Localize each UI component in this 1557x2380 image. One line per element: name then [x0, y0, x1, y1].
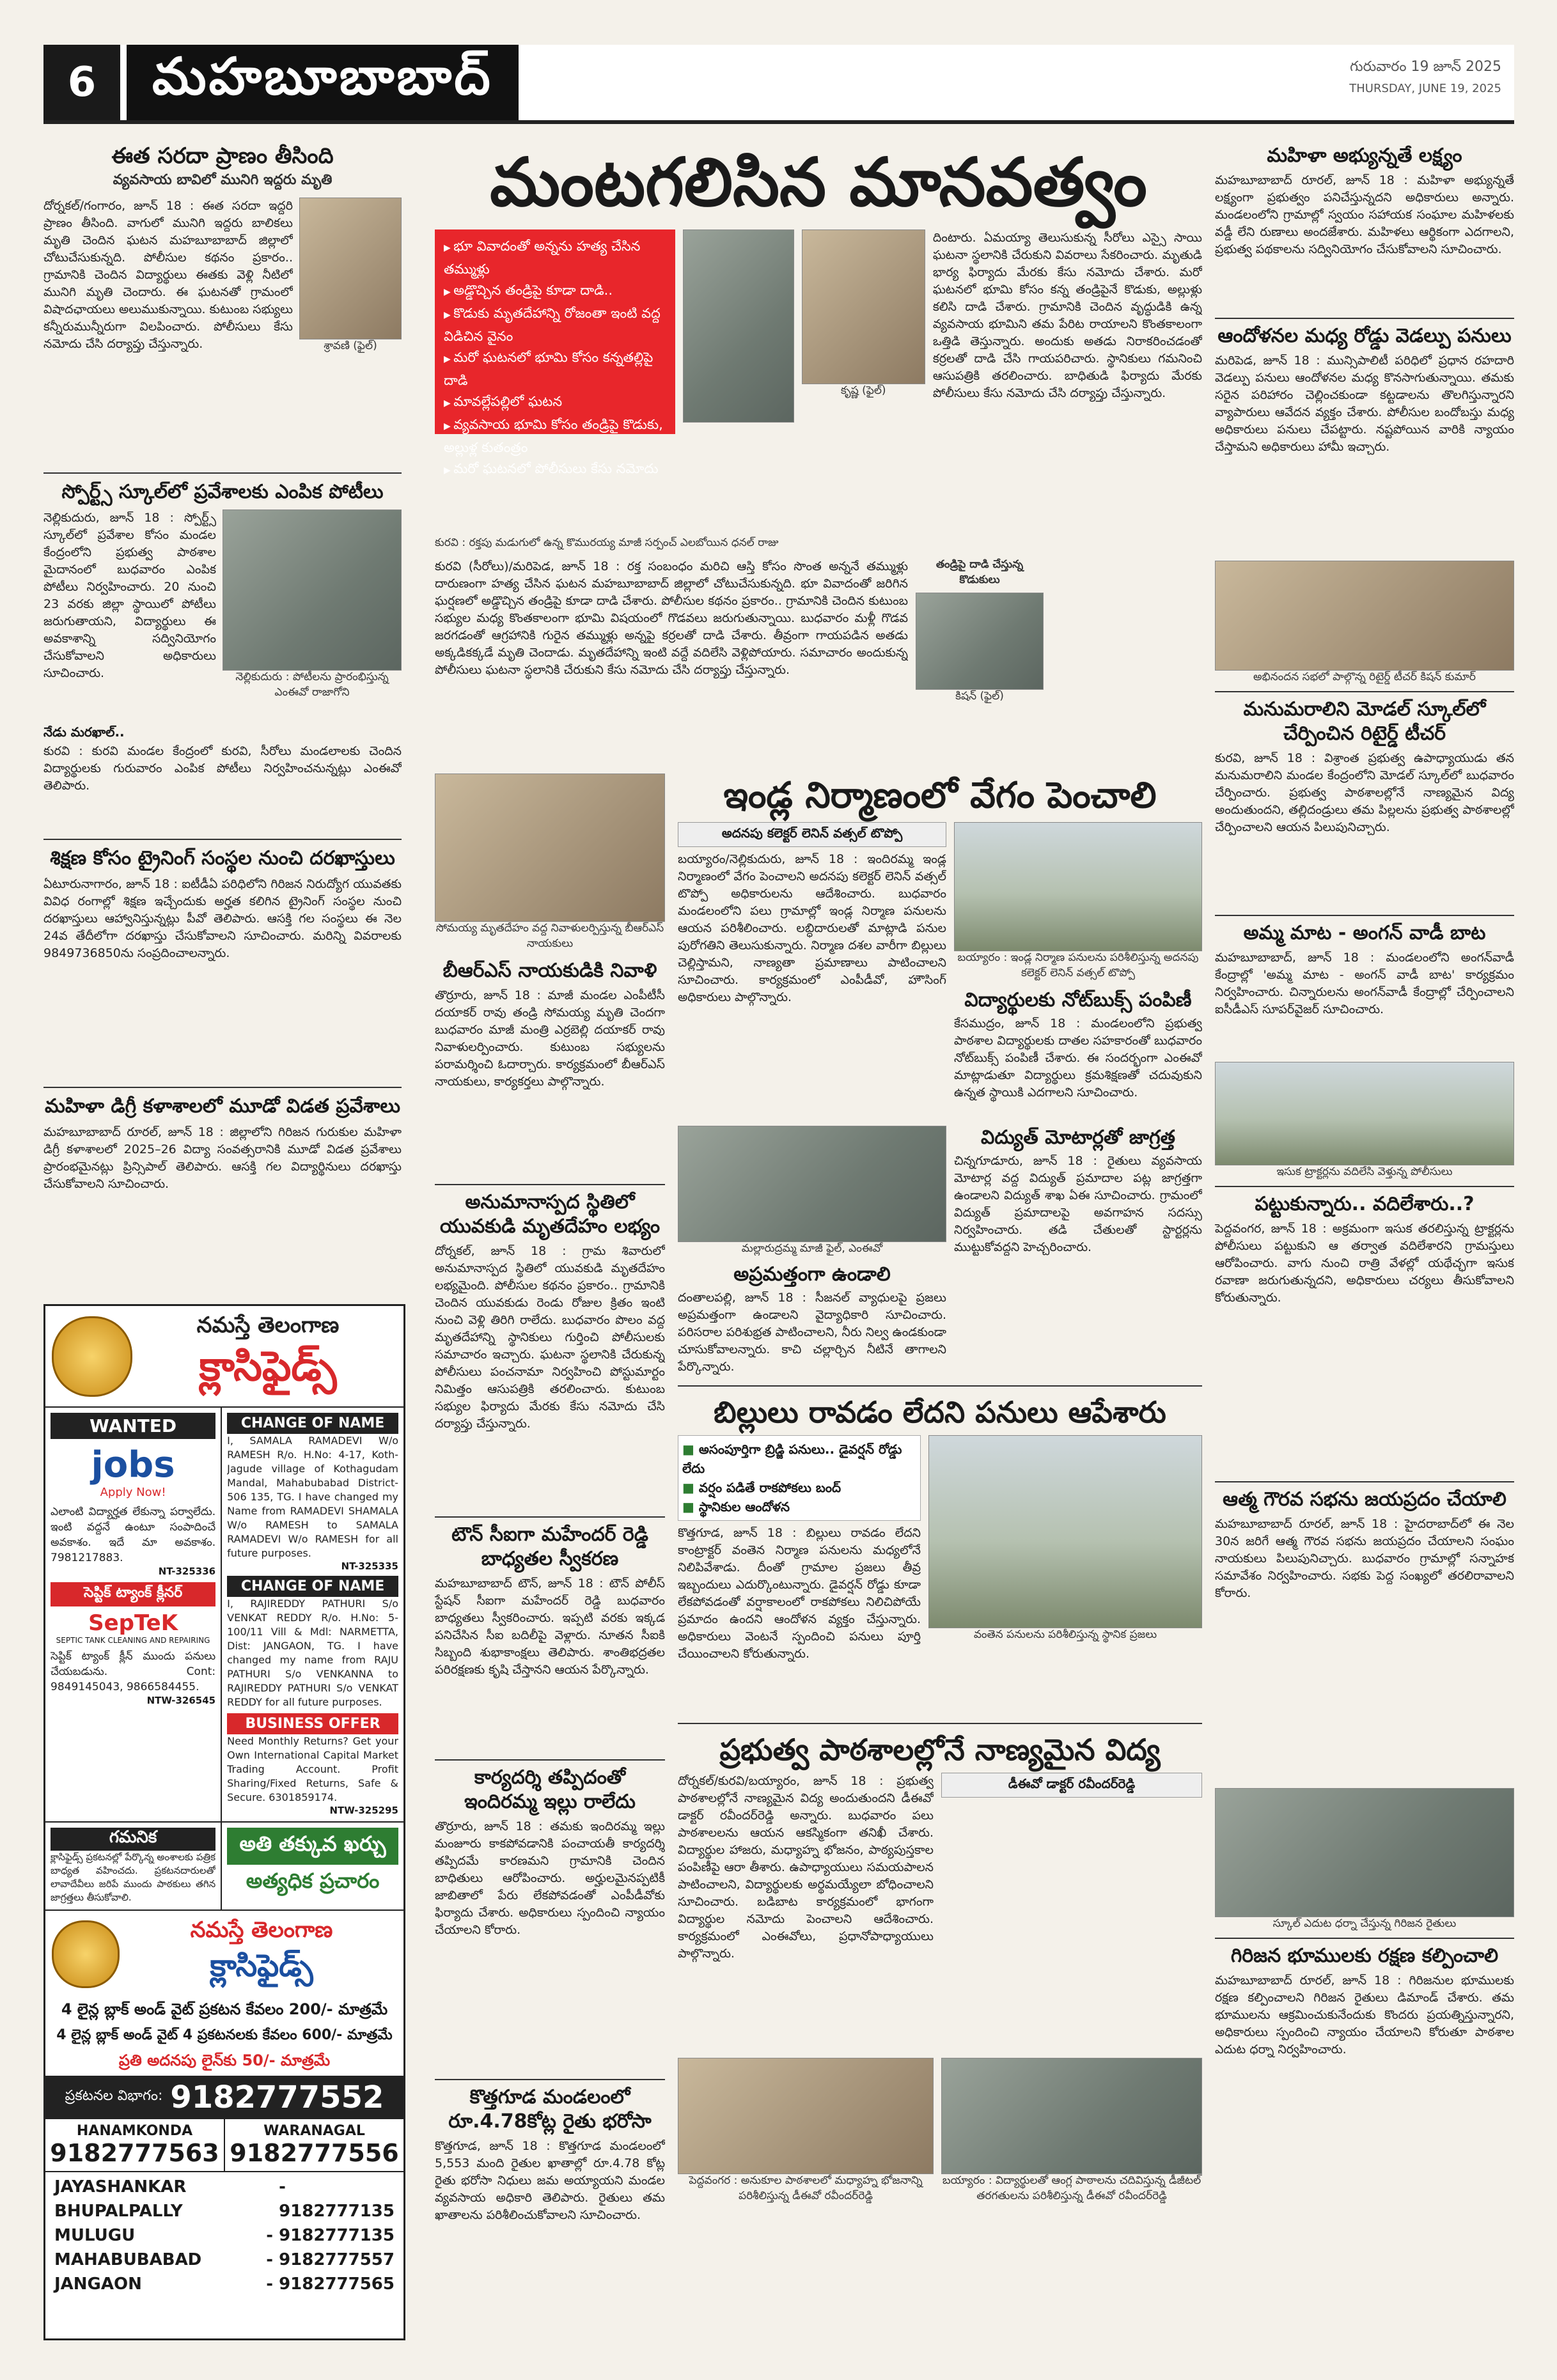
issue-date: [1349, 56, 1501, 100]
business-offer-title: BUSINESS OFFER: [227, 1713, 398, 1734]
article-body: దోర్నకల్/గంగారం, జూన్ 18 : ఈత సరదా ఇద్దరి ప్రాణం తీసింది. వాగులో మునిగి ఇద్దరు బాలికలు మృతి చెందిన ఘటన మహబూబాబాద్ జిల్లాలో చోటుచేసుకున్నది. పోలీసుల కథనం ప్రకారం.. గ్రామానికి చెందిన విద్యార్థులు ఈతకు వెళ్లి నీటిలో మునిగి మృతి చెందారు. ఈ ఘటనతో గ్రామంలో విషాదఛాయలు అలుముకున్నాయి. కుటుంబ సభ్యులు కన్నీరుమున్నీరుగా విలపించారు. పోలీసులు కేసు నమోదు చేసి దర్యాప్తు చేస్తున్నారు.: [43, 199, 293, 351]
article-headline: అప్రమత్తంగా ఉండాలి: [733, 1263, 891, 1286]
article-headline: విద్యుత్ మోటార్లతో జాగ్రత్త: [981, 1126, 1175, 1149]
ad-code: NTW-325295: [329, 1805, 398, 1816]
news-photo: [683, 229, 794, 423]
branch-phone: - 9182777135: [279, 2177, 395, 2221]
divider: [1215, 1186, 1514, 1187]
article-headline: అమ్మ మాట - అంగన్ వాడీ బాట: [1243, 922, 1486, 944]
article-headline: కార్యదర్శి తప్పిదంతో ఇందిరమ్మ ఇల్లు రాలేదు: [464, 1766, 636, 1813]
lead-bullet: ▶ భూ వివాదంతో అన్నను హత్య చేసిన తమ్ముళ్లు: [444, 236, 666, 280]
contact-phone: 9182777552: [170, 2080, 384, 2115]
lead-bullet: ▶ కొడుకు మృతదేహాన్ని రోజంతా ఇంటి వద్ద విడిచిన వైనం: [444, 303, 666, 347]
change-name-text: I, SAMALA RAMADEVI W/o RAMESH R/o. H.No: 4-17, Koth-Jagude village of Kothagudam Mandal, Mahabubabad District-506 135, TG. I have changed my Name from RAMADEVI SHAMALA W/o RAMESH to SAMALA RAMADEVI W/o RAMESH for all future purposes.: [227, 1435, 398, 1559]
change-name-title: CHANGE OF NAME: [227, 1413, 398, 1434]
article-body: కురవి, జూన్ 18 : విశ్రాంత ప్రభుత్వ ఉపాధ్యాయుడు తన మనుమరాలిని మండల కేంద్రంలోని మోడల్ స్కూల్‌లో బుధవారం చేర్పించారు. ప్రభుత్వ పాఠశాలల్లోనే నాణ్యమైన విద్య అందుతుందని, తల్లిదండ్రులు తమ పిల్లలను ప్రభుత్వ పాఠశాలల్లో చేర్పించాలని ఆయన పిలుపునిచ్చారు.: [1215, 751, 1514, 834]
article-body: ఏటూరునాగారం, జూన్ 18 : ఐటీడీఏ పరిధిలోని గిరిజన నిరుద్యోగ యువతకు వివిధ రంగాల్లో శిక్షణ ఇచ్చేందుకు అర్హత కలిగిన ట్రైనింగ్ సంస్థల నుంచి దరఖాస్తులు ఆహ్వానిస్తున్నట్లు పీవో తెలిపారు. ఆసక్తి గల సంస్థలు ఈ నెల 24వ తేదీలోగా దరఖాస్తు చేసుకోవాలని సూచించారు. మరిన్ని వివరాలకు 9849736850ను సంప్రదించాలన్నారు.: [43, 877, 402, 960]
branch-phone: 9182777563: [50, 2139, 219, 2167]
article-headline: కొత్తగూడ మండలంలో రూ.4.78కోట్ల రైతు భరోసా: [448, 2086, 652, 2133]
news-photo: [1215, 1788, 1514, 1917]
news-photo: [802, 229, 925, 384]
news-photo: [941, 2058, 1202, 2174]
photo-caption: నెల్లికుదురు : పోటీలను ప్రారంభిస్తున్న ఎంఈవో రాజాగోని: [235, 671, 389, 699]
lead-bullets: [435, 229, 675, 476]
lead-bullet: ▶ వ్యవసాయ భూమి కోసం తండ్రిపై కొడుకు, అల్లుళ్ల కుతంత్రం: [444, 414, 666, 458]
column-center: [678, 774, 1202, 2340]
photo-caption: స్కూల్ ఎదుట ధర్నా చేస్తున్న గిరిజన రైతులు: [1272, 1917, 1457, 1930]
ad-code: NT-325335: [341, 1560, 398, 1572]
photo-caption: కురవి : రక్తపు మడుగులో ఉన్న కొమురయ్య మాజీ సర్పంచ్ ఎలబోయిన ధనల్ రాజు: [435, 536, 779, 549]
lead-bullet: ▶ మరో ఘటనలో భూమి కోసం కన్నతల్లిపై దాడి: [444, 347, 666, 391]
divider: [1215, 915, 1514, 916]
divider: [43, 472, 402, 474]
branch-phone: - 9182777135: [266, 2226, 395, 2245]
news-photo: [299, 198, 402, 339]
photo-caption: అభినందన సభలో పాల్గొన్న రిటైర్డ్ టీచర్ కిషన్ కుమార్: [1253, 671, 1476, 683]
divider: [1215, 691, 1514, 692]
article-body: [941, 1798, 1202, 2053]
divider: [1215, 1938, 1514, 1939]
article-body: మహబూబాబాద్, జూన్ 18 : మండలంలోని అంగన్‌వాడీ కేంద్రాల్లో 'అమ్మ మాట - అంగన్ వాడీ బాట' కార్యక్రమం నిర్వహించారు. చిన్నారులను అంగన్‌వాడీ కేంద్రాల్లో చేర్పించాలని ఐసీడీఎస్ సూపర్‌వైజర్ సూచించారు.: [1215, 951, 1514, 1016]
article-body: నెల్లికుదురు, జూన్ 18 : స్పోర్ట్స్ స్కూల్‌లో ప్రవేశాల కోసం మండల కేంద్రంలోని ప్రభుత్వ పాఠశాల మైదానంలో బుధవారం ఎంపిక పోటీలు నిర్వహించారు. 20 నుంచి 23 వరకు జిల్లా స్థాయిలో పోటీలు జరుగుతాయని, విద్యార్థులు ఈ అవకాశాన్ని సద్వినియోగం చేసుకోవాలని అధికారులు సూచించారు.: [43, 511, 216, 680]
article-body: తొర్రూరు, జూన్ 18 : తమకు ఇందిరమ్మ ఇల్లు మంజూరు కాకపోవడానికి పంచాయతీ కార్యదర్శి తప్పిదమే కారణమని గ్రామానికి చెందిన బాధితులు ఆరోపించారు. అర్హులమైనప్పటికీ జాబితాలో పేరు లేకపోవడంతో ఎంపీడీవోకు ఫిర్యాదు చేశారు. అధికారులు స్పందించి న్యాయం చేయాలని కోరారు.: [435, 1819, 665, 1937]
column-left: [43, 144, 402, 1295]
wanted-text: ఎలాంటి విద్యార్హత లేకున్నా పర్వాలేదు. ఇంటి వద్దనే ఉంటూ సంపాదించే అవకాశం. ఇదే మా అవకాశం. 7981217883.: [51, 1505, 216, 1564]
change-name-title: CHANGE OF NAME: [227, 1576, 398, 1597]
branch-phone: - 9182777557: [266, 2250, 395, 2269]
septic-banner: సెప్టిక్ ట్యాంక్ క్లీనర్: [51, 1582, 215, 1606]
article-headline: మనుమరాలిని మోడల్ స్కూల్‌లో చేర్పించిన రిటైర్డ్ టీచర్: [1243, 698, 1486, 745]
classifieds-brand: నమస్తే తెలంగాణ: [190, 1917, 333, 1943]
article-headline: ఈత సరదా ప్రాణం తీసింది: [111, 143, 334, 169]
article-headline: ఆత్మ గౌరవ సభను జయప్రదం చేయాలి: [1223, 1488, 1506, 1511]
classifieds-title: క్లాసిఫైడ్స్: [199, 1343, 337, 1390]
lead-bullet: ▶ అడ్డొచ్చిన తండ్రిపై కూడా దాడి..: [444, 280, 666, 303]
news-photo: [435, 774, 665, 922]
news-photo: [928, 1435, 1202, 1628]
jobs-sub: Apply Now!: [100, 1486, 166, 1499]
article-headline: శిక్షణ కోసం ట్రైనింగ్ సంస్థల నుంచి దరఖాస్తులు: [50, 847, 395, 869]
date-english: THURSDAY, JUNE 19, 2025: [1349, 82, 1501, 95]
branch-name: MAHABUBABAD: [54, 2250, 202, 2269]
divider: [435, 2079, 665, 2080]
photo-caption: శ్రావణి (ఫైల్): [324, 339, 377, 352]
classifieds-brand: నమస్తే తెలంగాణ: [196, 1312, 340, 1338]
article-body: తొర్రూరు, జూన్ 18 : మాజీ మండల ఎంపీటీసీ దయాకర్ రావు తండ్రి సోమయ్య మృతి చెందగా బుధవారం మాజీ మంత్రి ఎర్రబెల్లి దయాకర్ రావు నివాళులర్పించారు. కుటుంబ సభ్యులను పరామర్శించి ఓదార్చారు. కార్యక్రమంలో బీఆర్ఎస్ నాయకులు, కార్యకర్తలు పాల్గొన్నారు.: [435, 988, 665, 1089]
article-bullet: ■ స్థానికుల ఆందోళన: [682, 1497, 916, 1516]
branch-phone: - 9182777565: [266, 2275, 395, 2294]
ad-code: NT-325336: [158, 1566, 216, 1577]
article-headline: విద్యార్థులకు నోట్‌బుక్స్ పంపిణీ: [964, 989, 1192, 1011]
article-body: దింటారు. ఏమయ్యా తెలుసుకున్న సీరోలు ఎస్సై సాయి ఘటనా స్థలానికి చేరుకుని వివరాలు సేకరించారు. మృతుడి భార్య ఫిర్యాదు మేరకు కేసు నమోదు చేశారు. మరో ఘటనలో భూమి కోసం కన్న తండ్రిపైనే కొడుకు, అల్లుళ్లు కలిసి దాడి చేశారు. గ్రామానికి చెందిన వృద్ధుడికి ఉన్న వ్యవసాయ భూమిని తమ పేరిట రాయాలని కొంతకాలంగా ఒత్తిడి తెస్తున్నారు. అందుకు అతడు నిరాకరించడంతో కర్రలతో దాడి చేసి గాయపరిచారు. స్థానికులు గమనించి ఆసుపత్రికి తరలించారు. బాధితుడి ఫిర్యాదు మేరకు పోలీసులు కేసు నమోదు చేసి దర్యాప్తు చేస్తున్నారు.: [932, 231, 1202, 400]
photo-caption: బయ్యారం : ఇండ్ల నిర్మాణ పనులను పరిశీలిస్తున్న అదనపు కలెక్టర్ లెనిన్ వత్సల్ టొప్పో: [957, 951, 1199, 979]
article-bullets: [678, 1435, 921, 1521]
wanted-banner: WANTED: [51, 1413, 215, 1439]
article-body: చిన్నగూడూరు, జూన్ 18 : రైతులు వ్యవసాయ మోటార్ల వద్ద విద్యుత్ ప్రమాదాల పట్ల జాగ్రత్తగా ఉండాలని విద్యుత్ శాఖ ఏఈ సూచించారు. గ్రామంలో విద్యుత్ ప్రమాదాలపై అవగాహన సదస్సు నిర్వహించారు. తడి చేతులతో స్టార్టర్లను ముట్టుకోవద్దని హెచ్చరించారు.: [954, 1154, 1202, 1254]
notice-text: క్లాసిఫైడ్స్ ప్రకటనల్లో పేర్కొన్న అంశాలకు పత్రిక బాధ్యత వహించదు. ప్రకటనదారులతో లావాదేవీలు జరిపే ముందు పాఠకులు తగిన జాగ్రత్తలు తీసుకోవాలి.: [51, 1851, 216, 1903]
lead-bullet: ▶ మరో ఘటనలో పోలీసులు కేసు నమోదు: [444, 458, 666, 481]
news-photo: [954, 822, 1202, 951]
news-photo: [678, 1126, 946, 1242]
article-body: కేసముద్రం, జూన్ 18 : మండలంలోని ప్రభుత్వ పాఠశాల విద్యార్థులకు దాతల సహకారంతో బుధవారం నోట్‌బుక్స్ పంపిణీ చేశారు. ఈ సందర్భంగా ఎంఈవో మాట్లాడుతూ విద్యార్థులు క్రమశిక్షణతో చదువుకుని ఉన్నత స్థాయికి ఎదగాలని సూచించారు.: [954, 1016, 1202, 1100]
article-subheadline: అదనపు కలెక్టర్ లెనిన్ వత్సల్ టొప్పో: [678, 822, 946, 847]
photo-caption: కృష్ణ (ఫైల్): [840, 384, 886, 397]
business-offer-text: Need Monthly Returns? Get your Own International Capital Market Trading Account. Profit Sharing/Fixed Returns, Safe & Secure. 6301859174.: [227, 1735, 398, 1803]
article-bullet: ■ వర్షం పడితే రాకపోకలు బంద్: [682, 1478, 916, 1497]
page-number: 6: [43, 45, 120, 120]
article-headline: ప్రభుత్వ పాఠశాలల్లోనే నాణ్యమైన విద్య: [719, 1732, 1161, 1767]
divider: [43, 839, 402, 840]
divider: [435, 1184, 665, 1185]
photo-caption: బయ్యారం : విద్యార్థులతో ఆంగ్ల పాఠాలను చదివిస్తున్న డీజీటల్ తరగతులను పరిశీలిస్తున్న డీఈవో రవీందర్‌రెడ్డి: [942, 2174, 1201, 2202]
article-headline: పట్టుకున్నారు.. వదిలేశారు..?: [1255, 1193, 1475, 1215]
article-body: మరిపెడ, జూన్ 18 : మున్సిపాలిటీ పరిధిలో ప్రధాన రహదారి వెడల్పు పనులు ఆందోళనల మధ్య కొనసాగుతున్నాయి. తమకు సరైన పరిహారం చెల్లించకుండా కట్టడాలను తొలగిస్తున్నారని వ్యాపారులు ఆవేదన వ్యక్తం చేశారు. పోలీసుల బందోబస్తు మధ్య అధికారులు పనులు చేపట్టారు. నష్టపోయిన వారికి న్యాయం చేస్తామని అధికారులు హామీ ఇచ్చారు.: [1215, 354, 1514, 454]
septic-logo: SepTeK: [88, 1610, 178, 1636]
photo-caption: మల్లారుద్రమ్మ మాజీ ఫైల్, ఎంఈవో: [741, 1242, 883, 1255]
article-subheadline: వ్యవసాయ బావిలో మునిగి ఇద్దరు మృతి: [113, 172, 333, 188]
lead-story: [435, 144, 1202, 764]
branch-name: MULUGU: [54, 2226, 136, 2245]
classifieds-emblem: [52, 1920, 120, 1988]
article-headline: ఇండ్ల నిర్మాణంలో వేగం పెంచాలి: [723, 775, 1157, 816]
contact-label: ప్రకటనల విభాగం:: [65, 2088, 163, 2104]
article-body: కొత్తగూడ, జూన్ 18 : బిల్లులు రావడం లేదని కాంట్రాక్టర్ వంతెన నిర్మాణ పనులను మధ్యలోనే నిలిపివేశాడు. దీంతో గ్రామాల ప్రజలు తీవ్ర ఇబ్బందులు ఎదుర్కొంటున్నారు. డైవర్షన్ రోడ్డు కూడా లేకపోవడంతో వర్షాకాలంలో రాకపోకలు నిలిచిపోయే ప్రమాదం ఉందని ఆందోళన వ్యక్తం చేస్తున్నారు. అధికారులు వెంటనే స్పందించి పనులు పూర్తి చేయించాలని కోరుతున్నారు.: [678, 1526, 921, 1661]
article-headline: టౌన్ సీఐగా మహేందర్ రెడ్డి బాధ్యతల స్వీకరణ: [451, 1523, 648, 1570]
article-body: దోర్నకల్, జూన్ 18 : గ్రామ శివారులో అనుమానాస్పద స్థితిలో యువకుడి మృతదేహం లభ్యమైంది. పోలీసుల కథనం ప్రకారం.. గ్రామానికి చెందిన యువకుడు రెండు రోజుల క్రితం ఇంటి నుంచి వెళ్లి తిరిగి రాలేదు. బుధవారం పొలం వద్ద మృతదేహాన్ని స్థానికులు గుర్తించి పోలీసులకు సమాచారం ఇచ్చారు. ఘటనా స్థలానికి చేరుకున్న పోలీసులు పంచనామా నిర్వహించి పోస్టుమార్టం నిమిత్తం ఆసుపత్రికి తరలించారు. కుటుంబ సభ్యుల ఫిర్యాదు మేరకు కేసు నమోదు చేసి దర్యాప్తు చేస్తున్నారు.: [435, 1244, 665, 1431]
article-headline: ఆందోళనల మధ్య రోడ్డు వెడల్పు పనులు: [1217, 325, 1512, 347]
classifieds-panel: [43, 1304, 405, 2340]
photo-caption: వంతెన పనులను పరిశీలిస్తున్న స్థానిక ప్రజలు: [973, 1628, 1157, 1641]
lead-bullet: ▶ మావల్లేపల్లిలో ఘటన: [444, 391, 666, 414]
change-name-text: I, RAJIREDDY PATHURI S/o VENKAT REDDY R/o. H.No: 5-100/11 Vill & Mdl: NARMETTA, Dist: JANGAON, TG. I have changed my name from RAJU PATHURI S/o VENKANNA to RAJIREDDY PATHURI S/o VENKAT REDDY for all future purposes.: [227, 1598, 398, 1708]
rate-line: 4 లైన్ల బ్లాక్ అండ్ వైట్ ప్రకటన కేవలం 200/- మాత్రమే: [61, 2000, 388, 2018]
edition-title: మహబూబాబాద్: [127, 45, 519, 120]
date-telugu: గురువారం 19 జూన్ 2025: [1350, 59, 1501, 75]
news-photo: [1215, 561, 1514, 671]
lead-headline: మంటగలిసిన మానవత్వం: [490, 143, 1147, 221]
article-body: పెద్దవంగర, జూన్ 18 : అక్రమంగా ఇసుక తరలిస్తున్న ట్రాక్టర్లను పోలీసులు పట్టుకుని ఆ తర్వాత వదిలేశారని గ్రామస్తులు ఆరోపించారు. వాగు నుంచి రాత్రి వేళల్లో యథేచ్ఛగా ఇసుక రవాణా జరుగుతున్నదని, అధికారులు చర్యలు తీసుకోవాలని కోరుతున్నారు.: [1215, 1222, 1514, 1305]
column-mid: [435, 774, 665, 2340]
notice-title: గమనిక: [51, 1828, 215, 1851]
masthead: [43, 45, 1514, 124]
branch-phone: 9182777556: [230, 2139, 399, 2167]
news-photo: [1215, 1062, 1514, 1165]
article-headline: బీఆర్ఎస్ నాయకుడికి నివాళి: [442, 960, 657, 982]
article-bullet: ■ అసంపూర్తిగా బ్రిడ్జి పనులు.. డైవర్షన్ రోడ్డు లేదు: [682, 1440, 916, 1478]
rate-line: 4 లైన్ల బ్లాక్ అండ్ వైట్ 4 ప్రకటనలకు కేవలం 600/- మాత్రమే: [56, 2027, 393, 2043]
article-headline: అనుమానాస్పద స్థితిలో యువకుడి మృతదేహం లభ్యం: [439, 1191, 661, 1238]
photo-caption: ఇసుక ట్రాక్టర్లను వదిలేసి వెళ్తున్న పోలీసులు: [1276, 1165, 1453, 1178]
article-headline: మహిళా అభ్యున్నతే లక్ష్యం: [1267, 144, 1462, 167]
article-body: దోర్నకల్/కురవి/బయ్యారం, జూన్ 18 : ప్రభుత్వ పాఠశాలల్లోనే నాణ్యమైన విద్య అందుతుందని డీఈవో డాక్టర్ రవీందర్‌రెడ్డి అన్నారు. బుధవారం పలు పాఠశాలలను ఆయన ఆకస్మికంగా తనిఖీ చేశారు. విద్యార్థుల హాజరు, మధ్యాహ్న భోజనం, పాఠ్యపుస్తకాల పంపిణీపై ఆరా తీశారు. ఉపాధ్యాయులు సమయపాలన పాటించాలని, విద్యార్థులకు అర్థమయ్యేలా బోధించాలని సూచించారు. బడిబాట కార్యక్రమంలో భాగంగా విద్యార్థుల నమోదు పెంచాలని ఆదేశించారు. కార్యక్రమంలో ఎంఈవోలు, ప్రధానోపాధ్యాయులు పాల్గొన్నారు.: [678, 1774, 934, 1961]
article-headline: గిరిజన భూములకు రక్షణ కల్పించాలి: [1230, 1945, 1499, 1967]
news-photo: [678, 2058, 934, 2174]
promo-line-1: అతి తక్కువ ఖర్చు: [227, 1828, 398, 1865]
septic-sub: SEPTIC TANK CLEANING AND REPAIRING: [56, 1636, 210, 1645]
septic-text: సెప్టిక్ ట్యాంక్ క్లీన్ ముందు పనులు చేయబడును. Cont: 9849145043, 9866584455.: [51, 1650, 216, 1693]
column-right: [1215, 144, 1514, 2337]
news-photo: [916, 593, 1044, 690]
article-body: మహబూబాబాద్ రూరల్, జూన్ 18 : గిరిజనుల భూములకు రక్షణ కల్పించాలని గిరిజన రైతులు డిమాండ్ చేశారు. తమ భూములను ఆక్రమించుకునేందుకు కొందరు ప్రయత్నిస్తున్నారని, అధికారులు స్పందించి న్యాయం చేయాలని కోరుతూ పాఠశాల ఎదుట ధర్నా నిర్వహించారు.: [1215, 1973, 1514, 2057]
rate-line: ప్రతి అదనపు లైన్‌కు 50/- మాత్రమే: [118, 2051, 331, 2069]
branch-name: WARANAGAL: [263, 2123, 365, 2139]
classifieds-title: క్లాసిఫైడ్స్: [210, 1948, 313, 1984]
photo-caption: పెద్దవంగర : అనుకూల పాఠశాలలో మధ్యాహ్న భోజనాన్ని పరిశీలిస్తున్న డీఈవో రవీందర్‌రెడ్డి: [689, 2174, 923, 2202]
article-body: కురవి (సీరోలు)/మరిపెడ, జూన్ 18 : రక్త సంబంధం మరిచి ఆస్తి కోసం సొంత అన్ననే తమ్ముళ్లు దారుణంగా హత్య చేసిన ఘటన మహబూబాబాద్ జిల్లాలో చోటుచేసుకున్నది. భూ వివాదంతో జరిగిన ఘర్షణలో అడ్డొచ్చిన తండ్రిపై కూడా దాడి చేశారు. పోలీసుల కథనం ప్రకారం.. గ్రామానికి చెందిన కుటుంబ సభ్యుల మధ్య కొంతకాలంగా భూమి విషయంలో గొడవలు జరుగుతున్నాయి. బుధవారం మళ్లీ గొడవ జరగడంతో ఆగ్రహానికి గురైన తమ్ముళ్లు అన్నపై కర్రలతో దాడి చేశారు. తీవ్రంగా గాయపడిన అతడు అక్కడికక్కడే మృతి చెందాడు. మృతదేహాన్ని ఇంటి వద్దే వదిలేసి వెళ్లిపోయారు. సమాచారం అందుకున్న పోలీసులు ఘటనా స్థలానికి చేరుకుని కేసు నమోదు చేసి దర్యాప్తు చేస్తున్నారు.: [435, 559, 908, 677]
branch-name: HANAMKONDA: [76, 2123, 193, 2139]
divider: [1215, 318, 1514, 319]
article-note: నేడు మరఖాల్..: [43, 724, 125, 740]
photo-caption: కిషన్ (ఫైల్): [955, 690, 1004, 703]
article-subheadline: డీఈవో డాక్టర్ రవీందర్‌రెడ్డి: [941, 1773, 1202, 1798]
divider: [1215, 1481, 1514, 1482]
article-body: మహబూబాబాద్ టౌన్, జూన్ 18 : టౌన్ పోలీస్ స్టేషన్ సీఐగా మహేందర్ రెడ్డి బుధవారం బాధ్యతలు స్వీకరించారు. ఇప్పటి వరకు ఇక్కడ పనిచేసిన సీఐ బదిలీపై వెళ్లారు. నూతన సీఐకి సిబ్బంది శుభాకాంక్షలు తెలిపారు. శాంతిభద్రతల పరిరక్షణకు కృషి చేస్తానని ఆయన పేర్కొన్నారు.: [435, 1576, 665, 1677]
jobs-logo: jobs: [91, 1444, 175, 1486]
article-body: మహబూబాబాద్ రూరల్, జూన్ 18 : హైదరాబాద్‌లో ఈ నెల 30న జరిగే ఆత్మ గౌరవ సభను జయప్రదం చేయాలని సంఘం నాయకులు పిలుపునిచ్చారు. బుధవారం గ్రామాల్లో సన్నాహక సమావేశం నిర్వహించారు. సభకు పెద్ద సంఖ్యలో తరలిరావాలని కోరారు.: [1215, 1517, 1514, 1600]
article-headline: మహిళా డిగ్రీ కళాశాలలో మూడో విడత ప్రవేశాలు: [44, 1095, 400, 1117]
news-photo: [223, 509, 402, 671]
divider: [435, 1516, 665, 1518]
classifieds-emblem: [52, 1316, 132, 1397]
article-body: దంతాలపల్లి, జూన్ 18 : సీజనల్ వ్యాధులపై ప్రజలు అప్రమత్తంగా ఉండాలని వైద్యాధికారి సూచించారు. పరిసరాల పరిశుభ్రత పాటించాలని, నీరు నిల్వ ఉండకుండా చూసుకోవాలన్నారు. కాచి చల్లార్చిన నీటినే తాగాలని పేర్కొన్నారు.: [678, 1291, 946, 1374]
article-body: బయ్యారం/నెల్లికుదురు, జూన్ 18 : ఇందిరమ్మ ఇండ్ల నిర్మాణంలో వేగం పెంచాలని అదనపు కలెక్టర్ లెనిన్ వత్సల్ టొప్పో అధికారులను ఆదేశించారు. బుధవారం మండలంలోని పలు గ్రామాల్లో ఇండ్ల నిర్మాణ పనులను ఆయన పరిశీలించారు. లబ్ధిదారులతో మాట్లాడి పనుల పురోగతిని తెలుసుకున్నారు. నిర్మాణ దశల వారీగా బిల్లులు చెల్లిస్తామని, నాణ్యతా ప్రమాణాలు పాటించాలని సూచించారు. కార్యక్రమంలో ఎంపీడీవో, హౌసింగ్ అధికారులు పాల్గొన్నారు.: [678, 852, 946, 1004]
promo-line-2: అత్యధిక ప్రచారం: [246, 1869, 380, 1893]
ad-code: NTW-326545: [146, 1695, 216, 1706]
article-body: మహబూబాబాద్ రూరల్, జూన్ 18 : జిల్లాలోని గిరిజన గురుకుల మహిళా డిగ్రీ కళాశాలలో 2025–26 విద్యా సంవత్సరానికి మూడో విడత ప్రవేశాలు ప్రారంభమైనట్లు ప్రిన్సిపాల్ తెలిపారు. ఆసక్తి గల విద్యార్థినులు దరఖాస్తు చేసుకోవాలని సూచించారు.: [43, 1125, 402, 1191]
article-headline: బిల్లులు రావడం లేదని పనులు ఆపేశారు: [714, 1395, 1166, 1429]
divider: [678, 1723, 1202, 1724]
branch-name: JANGAON: [54, 2275, 142, 2294]
branch-name: JAYASHANKAR BHUPALPALLY: [54, 2177, 187, 2221]
divider: [435, 1759, 665, 1761]
article-headline: స్పోర్ట్స్ స్కూల్‌లో ప్రవేశాలకు ఎంపిక పోటీలు: [61, 481, 384, 503]
photo-caption: సోమయ్య మృతదేహం వద్ద నివాళులర్పిస్తున్న బీఆర్ఎస్ నాయకులు: [435, 922, 664, 950]
article-body: కురవి : కురవి మండల కేంద్రంలో కురవి, సీరోలు మండలాలకు చెందిన విద్యార్థులకు గురువారం ఎంపిక పోటీలు నిర్వహించనున్నట్లు ఎంఈవో తెలిపారు.: [43, 744, 402, 793]
divider: [43, 1087, 402, 1088]
article-body: కొత్తగూడ, జూన్ 18 : కొత్తగూడ మండలంలో 5,553 మంది రైతుల ఖాతాల్లో రూ.4.78 కోట్ల రైతు భరోసా నిధులు జమ అయ్యాయని మండల వ్యవసాయ అధికారి తెలిపారు. రైతులు తమ ఖాతాలను పరిశీలించుకోవాలని సూచించారు.: [435, 2139, 665, 2222]
photo-caption: తండ్రిపై దాడి చేస్తున్న కొడుకులు: [935, 558, 1024, 586]
article-body: మహబూబాబాద్ రూరల్, జూన్ 18 : మహిళా అభ్యున్నతే లక్ష్యంగా ప్రభుత్వం పనిచేస్తున్నదని అధికారులు అన్నారు. మండలంలోని గ్రామాల్లో స్వయం సహాయక సంఘాల మహిళలకు వడ్డీ లేని రుణాలు అందజేశారు. మహిళలు ఆర్థికంగా ఎదగాలని, ప్రభుత్వ పథకాలను సద్వినియోగం చేసుకోవాలని సూచించారు.: [1215, 173, 1514, 256]
divider: [678, 1385, 1202, 1387]
